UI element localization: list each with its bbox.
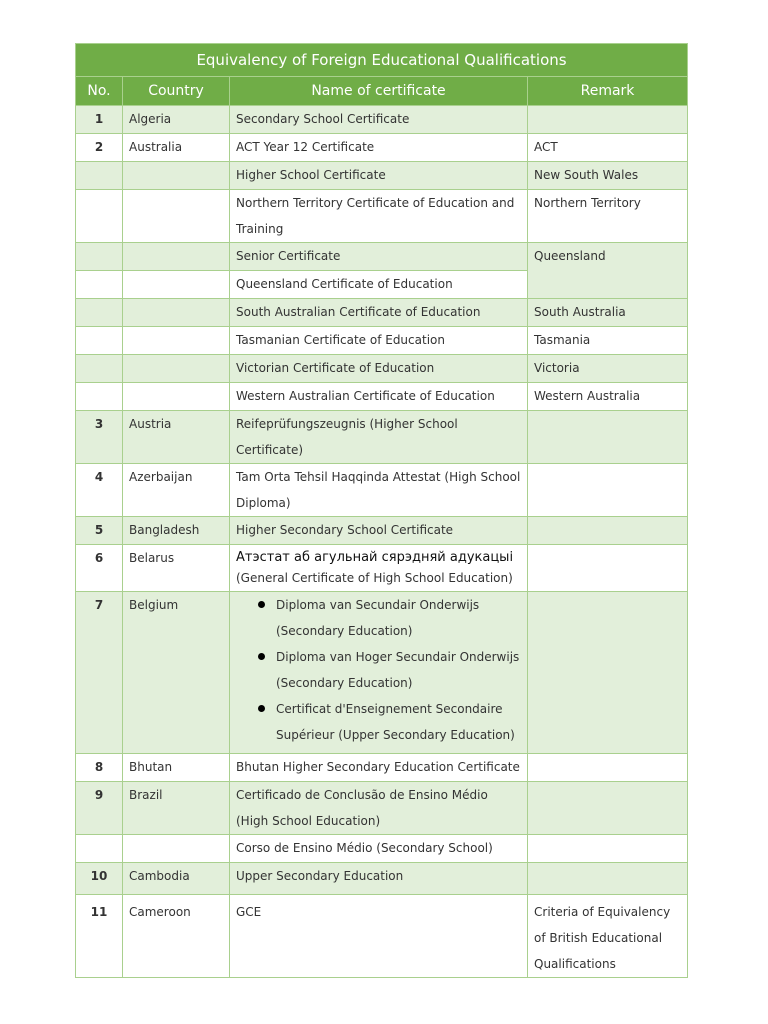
row-number: 5 <box>76 517 123 545</box>
header-certificate: Name of certificate <box>230 77 528 106</box>
row-certificate <box>230 545 528 592</box>
row-certificate: South Australian Certificate of Education <box>230 299 528 327</box>
table-row <box>76 895 688 978</box>
table-row <box>76 782 688 835</box>
row-country: Algeria <box>123 106 230 134</box>
row-remark <box>528 835 688 863</box>
row-number <box>76 355 123 383</box>
row-country <box>123 271 230 299</box>
table-row <box>76 355 688 383</box>
row-number: 8 <box>76 754 123 782</box>
row-certificate: Western Australian Certificate of Education <box>230 383 528 411</box>
row-remark: Queensland <box>528 243 688 299</box>
list-item-text: Diploma van Secundair Onderwijs (Secondary Education) <box>276 598 480 638</box>
table-row <box>76 517 688 545</box>
row-country <box>123 299 230 327</box>
row-remark <box>528 517 688 545</box>
list-item-text: Diploma van Hoger Secundair Onderwijs (Secondary Education) <box>276 650 520 690</box>
row-remark: Criteria of Equivalency of British Educational Qualifications <box>528 895 688 978</box>
row-remark: Northern Territory <box>528 190 688 243</box>
row-remark <box>528 106 688 134</box>
row-country <box>123 355 230 383</box>
row-country <box>123 190 230 243</box>
row-number: 10 <box>76 863 123 895</box>
row-remark: New South Wales <box>528 162 688 190</box>
table-row <box>76 545 688 592</box>
row-country: Cambodia <box>123 863 230 895</box>
header-country: Country <box>123 77 230 106</box>
row-remark <box>528 411 688 464</box>
row-remark: Tasmania <box>528 327 688 355</box>
table-row <box>76 754 688 782</box>
row-number: 1 <box>76 106 123 134</box>
row-country <box>123 835 230 863</box>
row-certificate: Tam Orta Tehsil Haqqinda Attestat (High School Diploma) <box>230 464 528 517</box>
bullet-icon <box>258 653 265 660</box>
equivalency-table <box>75 43 688 978</box>
bullet-icon <box>258 601 265 608</box>
row-remark <box>528 754 688 782</box>
row-certificate: Queensland Certificate of Education <box>230 271 528 299</box>
row-country: Belgium <box>123 592 230 754</box>
list-item <box>276 592 521 644</box>
row-country <box>123 383 230 411</box>
table-row <box>76 863 688 895</box>
row-certificate: Higher School Certificate <box>230 162 528 190</box>
row-number <box>76 243 123 271</box>
row-certificate: Victorian Certificate of Education <box>230 355 528 383</box>
table-row <box>76 134 688 162</box>
table-row <box>76 383 688 411</box>
list-item <box>276 696 521 748</box>
header-no: No. <box>76 77 123 106</box>
row-certificate: Corso de Ensino Médio (Secondary School) <box>230 835 528 863</box>
row-number <box>76 190 123 243</box>
row-country: Azerbaijan <box>123 464 230 517</box>
row-number: 9 <box>76 782 123 835</box>
table-row <box>76 162 688 190</box>
row-number <box>76 383 123 411</box>
certificate-native-name: Атэстат аб агульнай сярэдняй адукацыі <box>236 550 514 565</box>
row-number <box>76 162 123 190</box>
row-number <box>76 299 123 327</box>
table-row <box>76 464 688 517</box>
row-number <box>76 327 123 355</box>
row-country: Australia <box>123 134 230 162</box>
row-remark <box>528 464 688 517</box>
row-country: Cameroon <box>123 895 230 978</box>
row-number <box>76 835 123 863</box>
row-number: 11 <box>76 895 123 978</box>
row-certificate: Tasmanian Certificate of Education <box>230 327 528 355</box>
table-row <box>76 835 688 863</box>
table-row <box>76 190 688 243</box>
row-country: Brazil <box>123 782 230 835</box>
table-row <box>76 299 688 327</box>
row-remark <box>528 592 688 754</box>
row-certificate: ACT Year 12 Certificate <box>230 134 528 162</box>
row-number: 4 <box>76 464 123 517</box>
table-title-row <box>76 44 688 77</box>
bullet-icon <box>258 705 265 712</box>
certificate-translation: (General Certificate of High School Education) <box>236 571 513 585</box>
row-remark: South Australia <box>528 299 688 327</box>
table-title: Equivalency of Foreign Educational Qualifications <box>76 44 688 77</box>
row-certificate: Northern Territory Certificate of Education and Training <box>230 190 528 243</box>
table-row <box>76 411 688 464</box>
row-number: 2 <box>76 134 123 162</box>
table-row <box>76 243 688 271</box>
row-certificate: Certificado de Conclusão de Ensino Médio (High School Education) <box>230 782 528 835</box>
table-row <box>76 106 688 134</box>
list-item <box>276 644 521 696</box>
row-remark <box>528 782 688 835</box>
row-certificate <box>230 592 528 754</box>
row-certificate: Senior Certificate <box>230 243 528 271</box>
row-country: Belarus <box>123 545 230 592</box>
row-country: Bhutan <box>123 754 230 782</box>
row-remark: Western Australia <box>528 383 688 411</box>
row-certificate: Higher Secondary School Certificate <box>230 517 528 545</box>
row-number <box>76 271 123 299</box>
row-certificate: Reifeprüfungszeugnis (Higher School Certificate) <box>230 411 528 464</box>
row-certificate: Upper Secondary Education <box>230 863 528 895</box>
table-row <box>76 592 688 754</box>
row-remark: Victoria <box>528 355 688 383</box>
row-remark <box>528 545 688 592</box>
row-certificate: Bhutan Higher Secondary Education Certificate <box>230 754 528 782</box>
row-remark: ACT <box>528 134 688 162</box>
row-number: 6 <box>76 545 123 592</box>
row-number: 3 <box>76 411 123 464</box>
certificate-bullet-list <box>236 592 521 748</box>
row-country: Bangladesh <box>123 517 230 545</box>
table-header-row <box>76 77 688 106</box>
table-row <box>76 327 688 355</box>
row-country: Austria <box>123 411 230 464</box>
row-certificate: Secondary School Certificate <box>230 106 528 134</box>
row-number: 7 <box>76 592 123 754</box>
row-certificate: GCE <box>230 895 528 978</box>
row-remark <box>528 863 688 895</box>
header-remark: Remark <box>528 77 688 106</box>
list-item-text: Certificat d'Enseignement Secondaire Supérieur (Upper Secondary Education) <box>276 702 515 742</box>
row-country <box>123 243 230 271</box>
row-country <box>123 327 230 355</box>
row-country <box>123 162 230 190</box>
